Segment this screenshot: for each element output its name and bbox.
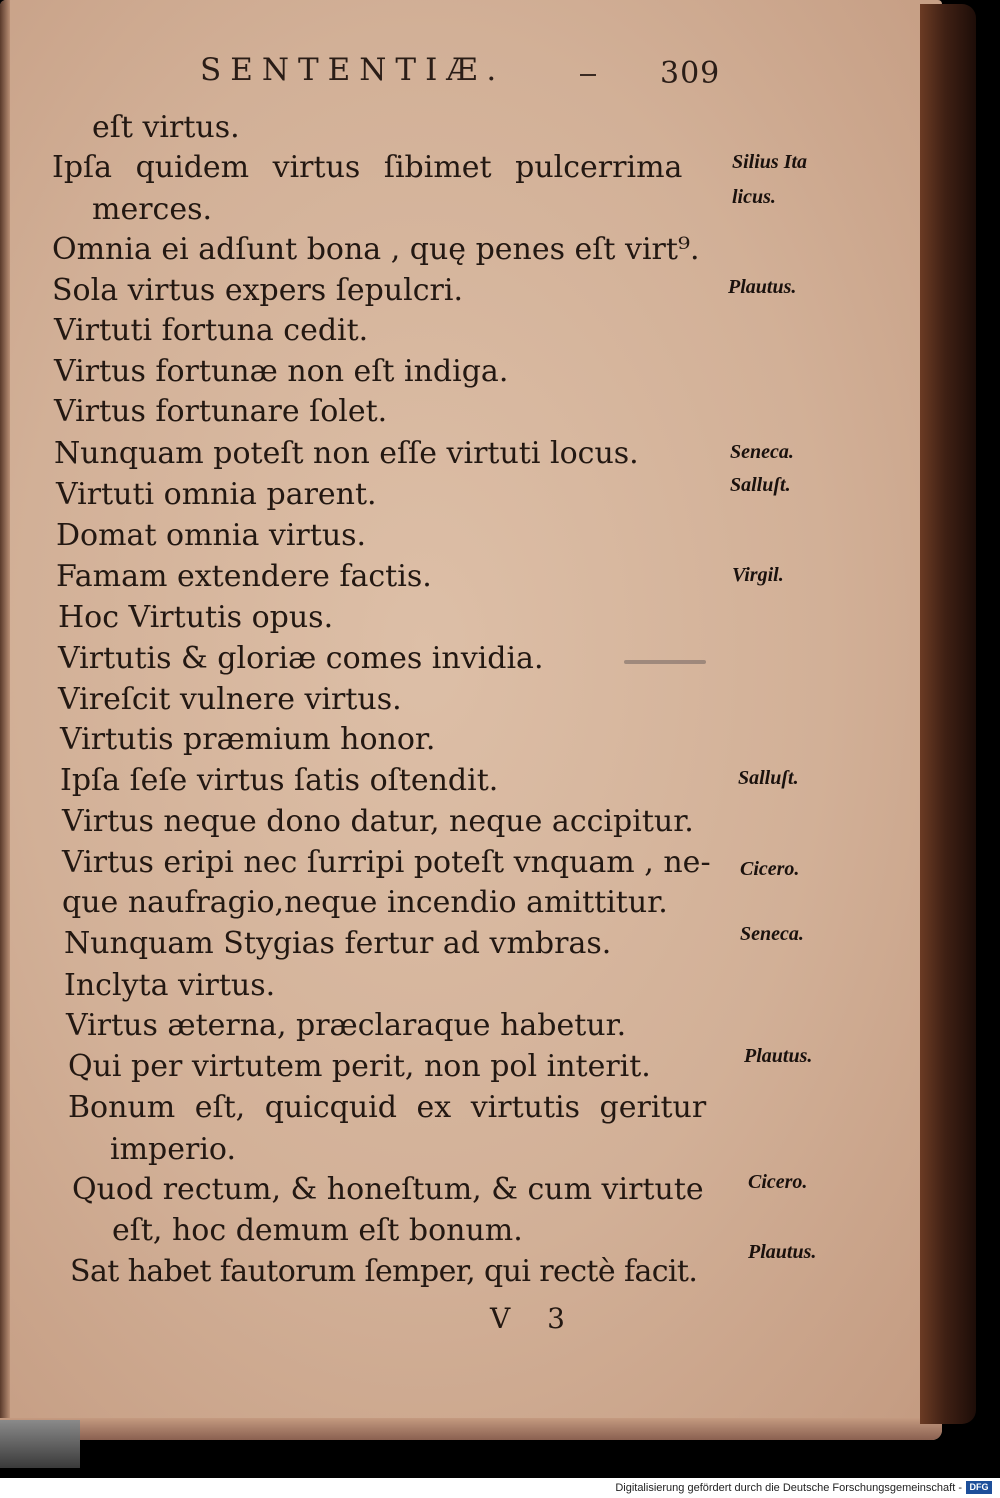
text-line: Nunquam poteſt non eſſe virtuti locus. — [54, 436, 639, 471]
text-line: Sola virtus expers ſepulcri. — [52, 273, 463, 308]
book-cover-edge — [920, 4, 976, 1424]
ink-stroke — [624, 660, 706, 664]
margin-note: Seneca. — [740, 923, 804, 945]
text-line: Ipſa quidem virtus ſibimet pulcerrima — [52, 150, 683, 185]
dfg-logo: DFG — [966, 1481, 992, 1494]
text-line: Virtus fortunæ non eſt indiga. — [54, 354, 509, 389]
text-line: Hoc Virtutis opus. — [58, 600, 334, 635]
text-line: Virtuti omnia parent. — [56, 477, 377, 512]
page-number: 309 — [660, 56, 721, 91]
margin-note: Virgil. — [732, 564, 784, 586]
text-line: Virtus æterna, præclaraque habetur. — [66, 1008, 627, 1043]
text-line: Virtus neque dono datur, neque accipitur. — [62, 804, 694, 839]
running-head: SENTENTIÆ. — [200, 52, 506, 88]
text-line: Sat habet fautorum ſemper, qui rectè facit. — [70, 1254, 698, 1289]
text-line: merces. — [92, 192, 213, 227]
text-line: Inclyta virtus. — [64, 968, 276, 1003]
text-line: Qui per virtutem perit, non pol interit. — [68, 1049, 651, 1084]
text-line: Famam extendere factis. — [56, 559, 432, 594]
margin-note: Silius Ita — [732, 151, 808, 173]
margin-note: Plautus. — [744, 1045, 813, 1067]
text-line: Omnia ei adſunt bona , quę penes eſt virt⁹. — [52, 232, 700, 267]
margin-note: Plautus. — [748, 1241, 817, 1263]
page-bottom-edge — [0, 1418, 942, 1440]
margin-note: Cicero. — [740, 858, 800, 880]
margin-note: Seneca. — [730, 441, 794, 463]
text-line: eſt virtus. — [92, 110, 240, 145]
text-line: Virtus eripi nec ſurripi poteſt vnquam , ne- — [62, 845, 711, 880]
margin-note: Cicero. — [748, 1171, 808, 1193]
text-line: Domat omnia virtus. — [56, 518, 367, 553]
text-line: Virtutis præmium honor. — [60, 722, 436, 757]
text-line: Ipſa ſeſe virtus ſatis oſtendit. — [60, 763, 499, 798]
margin-note: licus. — [732, 186, 776, 208]
text-line: Virtutis & gloriæ comes invidia. — [58, 641, 544, 676]
text-line: Nunquam Stygias fertur ad vmbras. — [64, 926, 612, 961]
text-line: Virtus fortunare ſolet. — [54, 394, 388, 429]
text-line: imperio. — [110, 1132, 237, 1167]
text-line: que naufragio,neque incendio amittitur. — [62, 885, 668, 920]
text-line: Quod rectum, & honeſtum, & cum virtute — [72, 1172, 704, 1207]
digitization-footer — [0, 1478, 1000, 1498]
text-line: Virtuti fortuna cedit. — [54, 313, 369, 348]
text-line: Bonum eſt, quicquid ex virtutis geritur — [68, 1090, 707, 1125]
text-line: Vireſcit vulnere virtus. — [58, 682, 402, 717]
margin-note: Salluſt. — [738, 767, 799, 789]
signature-mark: V 3 — [490, 1302, 579, 1335]
running-head-dash — [580, 74, 596, 76]
page-clip — [0, 1420, 80, 1468]
margin-note: Plautus. — [728, 276, 797, 298]
page-left-edge — [0, 0, 10, 1440]
footer-credit: Digitalisierung gefördert durch die Deutsche Forschungsgemeinschaft - — [615, 1482, 962, 1494]
text-line: eſt, hoc demum eſt bonum. — [112, 1213, 523, 1248]
margin-note: Salluſt. — [730, 474, 791, 496]
